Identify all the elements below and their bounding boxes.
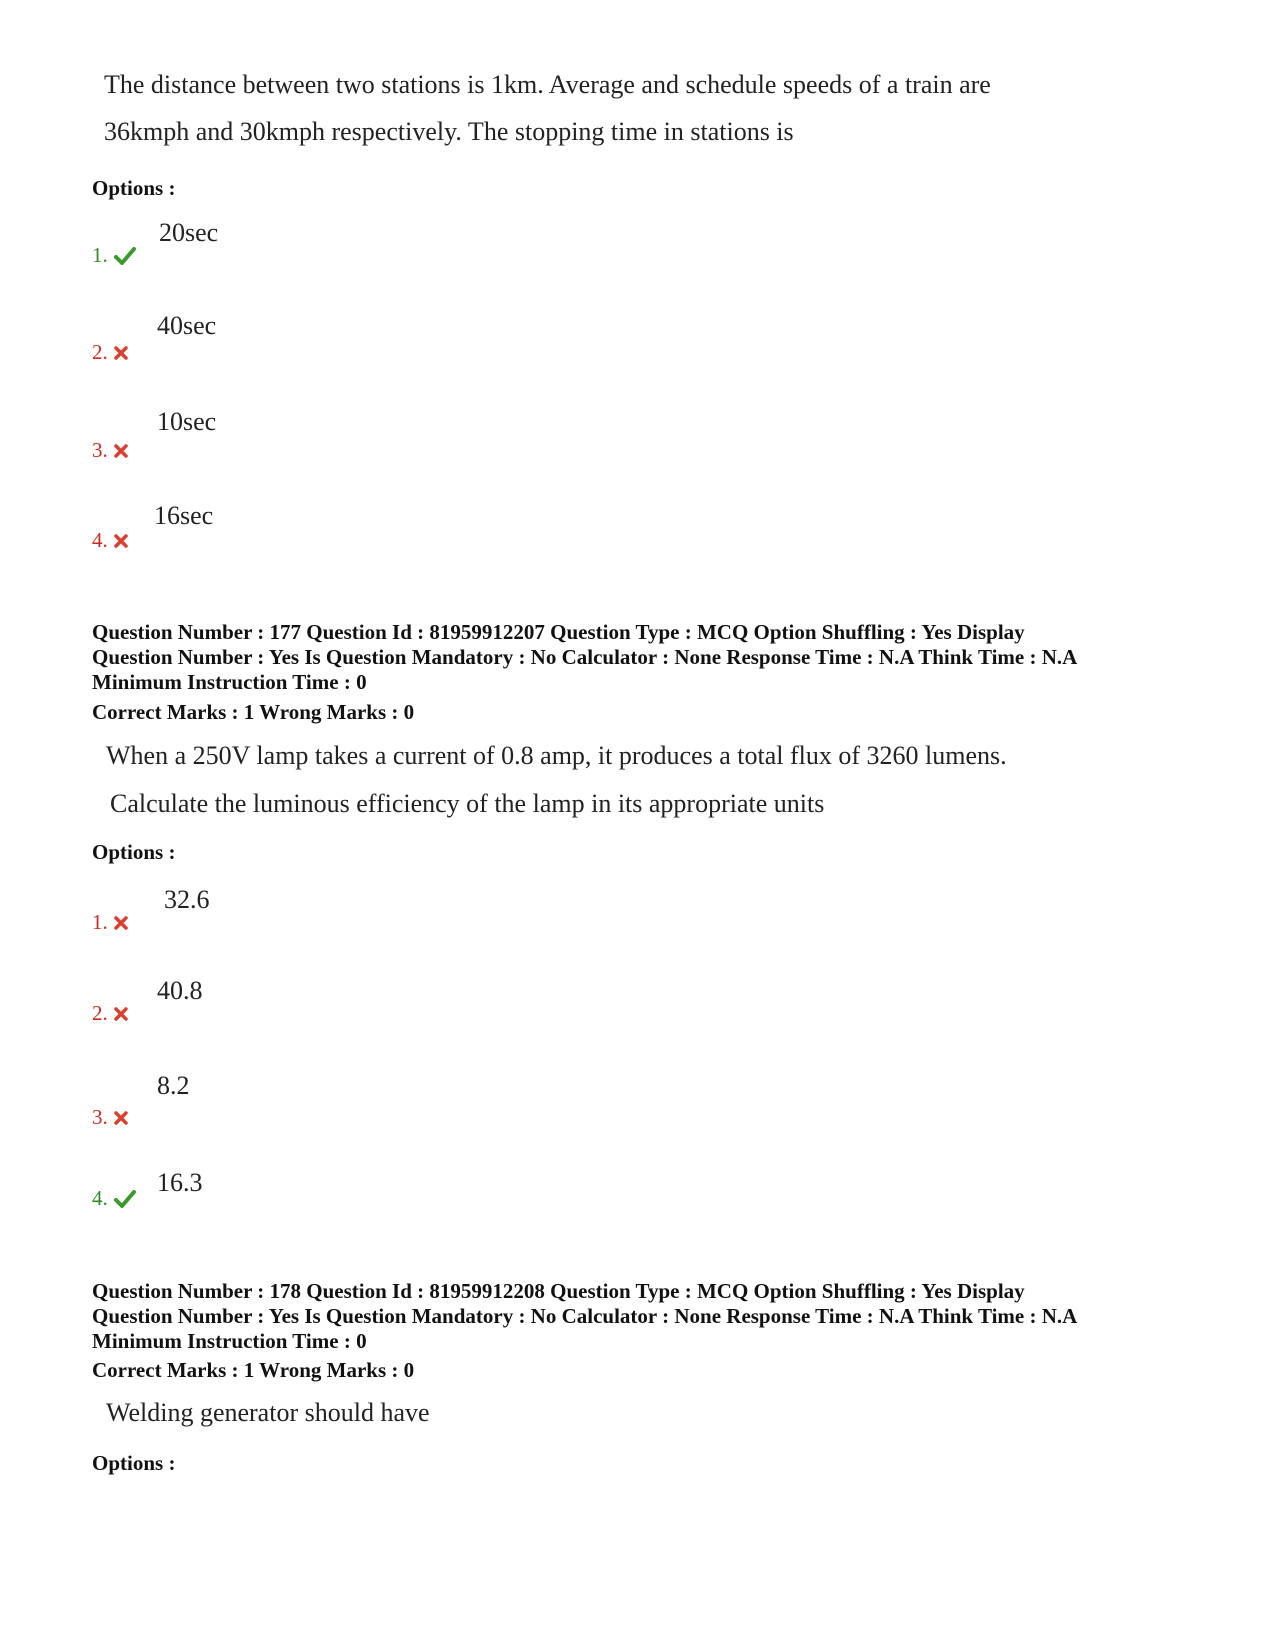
option-value: 20sec xyxy=(159,218,219,247)
question-meta-line: Minimum Instruction Time : 0 xyxy=(92,670,367,694)
option-value: 32.6 xyxy=(164,885,210,914)
check-icon xyxy=(114,1190,136,1208)
cross-icon xyxy=(114,1007,128,1021)
question-marks: Correct Marks : 1 Wrong Marks : 0 xyxy=(92,1358,415,1382)
question-marks: Correct Marks : 1 Wrong Marks : 0 xyxy=(92,700,415,724)
options-label: Options : xyxy=(92,840,176,864)
option-number: 1. xyxy=(92,243,136,268)
question-meta-line: Question Number : Yes Is Question Mandatory : No Calculator : None Response Time : N.A Think Time : N.A xyxy=(92,1304,1078,1328)
option-number: 4. xyxy=(92,528,128,553)
options-label: Options : xyxy=(92,1451,176,1475)
option-value: 40.8 xyxy=(157,976,203,1005)
question-meta-line: Question Number : 178 Question Id : 81959912208 Question Type : MCQ Option Shuffling : Yes Display xyxy=(92,1279,1025,1303)
option-number: 3. xyxy=(92,1105,128,1130)
question-meta-line: Question Number : 177 Question Id : 81959912207 Question Type : MCQ Option Shuffling : Yes Display xyxy=(92,620,1025,644)
option-value: 16sec xyxy=(154,501,214,530)
cross-icon xyxy=(114,444,128,458)
option-number: 1. xyxy=(92,910,128,935)
cross-icon xyxy=(114,534,128,548)
options-label: Options : xyxy=(92,176,176,200)
option-number: 4. xyxy=(92,1186,136,1211)
cross-icon xyxy=(114,916,128,930)
option-value: 8.2 xyxy=(157,1071,190,1100)
question-text-line: When a 250V lamp takes a current of 0.8 amp, it produces a total flux of 3260 lumens. xyxy=(106,741,1007,770)
option-value: 10sec xyxy=(157,407,217,436)
option-number: 2. xyxy=(92,1001,128,1026)
cross-icon xyxy=(114,1111,128,1125)
question-text-line: Calculate the luminous efficiency of the lamp in its appropriate units xyxy=(110,789,825,818)
question-meta-line: Question Number : Yes Is Question Mandatory : No Calculator : None Response Time : N.A Think Time : N.A xyxy=(92,645,1078,669)
option-value: 40sec xyxy=(157,311,217,340)
question-text-line: 36kmph and 30kmph respectively. The stopping time in stations is xyxy=(104,117,794,146)
cross-icon xyxy=(114,346,128,360)
question-text-line: The distance between two stations is 1km. Average and schedule speeds of a train are xyxy=(104,70,991,99)
question-text-line: Welding generator should have xyxy=(106,1398,430,1427)
option-number: 2. xyxy=(92,340,128,365)
option-number: 3. xyxy=(92,438,128,463)
option-value: 16.3 xyxy=(157,1168,203,1197)
question-meta-line: Minimum Instruction Time : 0 xyxy=(92,1329,367,1353)
check-icon xyxy=(114,247,136,265)
